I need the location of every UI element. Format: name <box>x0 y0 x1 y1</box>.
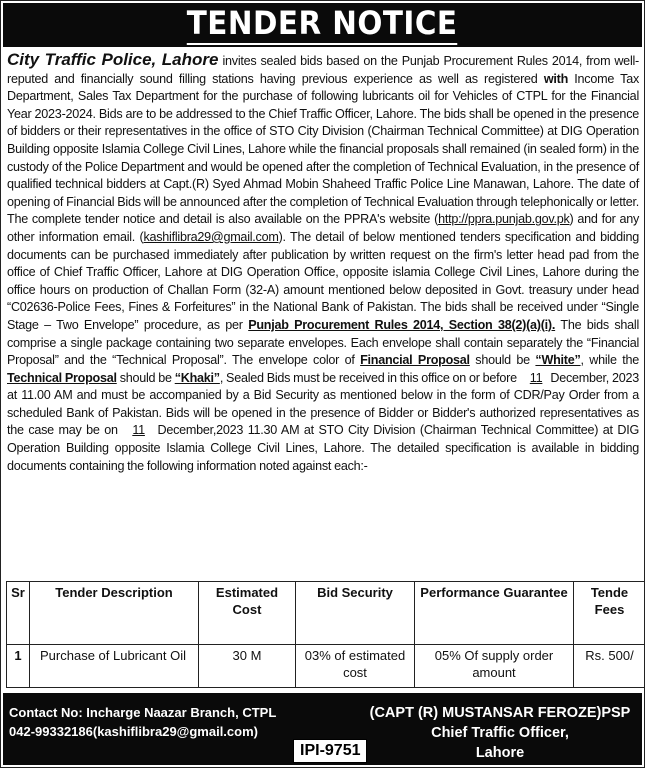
body-text: , Sealed Bids must be received in this office on or before <box>219 370 520 385</box>
body-text: ) and for any other information email. ( <box>7 212 639 244</box>
table-row <box>7 645 645 688</box>
contact-info <box>9 703 276 741</box>
technical-proposal-label: Technical Proposal <box>7 370 117 385</box>
body-text: should be <box>469 353 536 368</box>
page-title: TENDER NOTICE <box>187 3 458 45</box>
submission-date: 11 <box>529 370 543 385</box>
opening-date: 11 <box>132 423 145 438</box>
body-text: The bids shall comprise a single package containing two separate envelopes. Each envelope shall contain separately the “Financial Proposal” and the “Technical Proposal”. The envelope color of <box>7 317 639 368</box>
contact-line: Contact No: Incharge Naazar Branch, CTPL <box>9 705 277 720</box>
col-tender-fees: Tende Fees <box>574 582 645 645</box>
cell-sr: 1 <box>7 645 30 688</box>
tender-table <box>6 581 645 688</box>
signatory <box>358 703 642 763</box>
signatory-name: (CAPT (R) MUSTANSAR FEROZE)PSP <box>369 705 631 721</box>
cell-bid-security: 03% of estimated cost <box>296 645 415 688</box>
signatory-title: Chief Traffic Officer, <box>431 725 569 741</box>
footer <box>3 693 642 765</box>
cell-estimated-cost: 30 M <box>199 645 296 688</box>
table-header-row <box>7 582 645 645</box>
body-text: with <box>543 71 569 86</box>
cell-description: Purchase of Lubricant Oil <box>30 645 199 688</box>
contact-phone-email: 042-99332186(kashiflibra29@gmail.com) <box>9 724 258 739</box>
signatory-place: Lahore <box>475 745 525 761</box>
white-envelope-label: “White” <box>535 353 581 368</box>
col-description: Tender Description <box>30 582 199 645</box>
body-text: should be <box>116 370 175 385</box>
ppra-website-link[interactable]: http://ppra.punjab.gov.pk <box>438 212 570 227</box>
col-performance-guarantee: Performance Guarantee <box>415 582 574 645</box>
body-text: ). The detail of below mentioned tenders specification and bidding documents can be purchased immediately after publication by written request on the firm's letter head pad from the office of Chief Traffic Officer, Lahore at DIG Operation Office, opposite islamia College Civil Lines, Lahore during the office hours on production of Challan Form (32-A) amount mentioned below deposited in Govt. treasury under head “C02636-Police Fees, Fines & Forfeitures” in the National Bank of Pakistan. The bids shall be received under “Single Stage – Two Envelope” procedure, as per <box>7 229 639 332</box>
col-sr: Sr <box>7 582 30 645</box>
body-text: December, 2023 at 11.00 AM and must be accompanied by a Bid Security as mentioned below in the form of CDR/Pay Order from a scheduled Bank of Pakistan. Bids will be opened in the presence of Bidder or Bidder's authorized representatives as the case may be on <box>7 370 639 438</box>
header-banner <box>3 3 642 47</box>
col-estimated-cost: Estimated Cost <box>199 582 296 645</box>
col-bid-security: Bid Security <box>296 582 415 645</box>
financial-proposal-label: Financial Proposal <box>360 353 470 368</box>
khaki-envelope-label: “Khaki” <box>174 370 220 385</box>
issuer-name: City Traffic Police, Lahore <box>7 50 219 69</box>
cell-tender-fees: Rs. 500/ <box>574 645 645 688</box>
body-text: Income Tax Department, Sales Tax Department for the purchase of following lubricants oil for Vehicles of CTPL for the Financial Year 2023-2024. Bids are to be addressed to the Chief Traffic Officer, Lahore. The bids shall be opened in the presence of bidders or their representatives in the office of STO City Division (Chairman Technical Committee) at DIG Operation Building opposite Islamia College Civil Lines, Lahore while the financial proposals shall remained (in sealed form) in the custody of the Police Department and would be opened after the completion of Technical Evaluation, in the presence of qualified technical bidders at Capt.(R) Syed Ahmad Mobin Shaheed Traffic Police Line Manawan, Lahore. The date of opening of Financial Bids will be announced after the completion of Technical Evaluation through telephonically or letter. The complete tender notice and detail is also available on the PPRA's website ( <box>7 71 639 227</box>
notice-body <box>7 51 639 475</box>
body-text: invites sealed bids based on the Punjab Procurement Rules 2014, from well-reputed and financially sound filling stations having previous experience as well as registered <box>7 54 639 86</box>
cell-performance-guarantee: 05% Of supply order amount <box>415 645 574 688</box>
email-link[interactable]: kashiflibra29@gmail.com <box>143 229 279 244</box>
body-text: December,2023 11.30 AM at STO City Division (Chairman Technical Committee) at DIG Operation Building opposite Islamia College Civil Lines, Lahore. The detailed specification is available in bidding documents containing the following information noted against each:- <box>7 423 639 473</box>
rules-reference: Punjab Procurement Rules 2014, Section 38(2)(a)(i). <box>248 317 556 332</box>
ipi-number-badge: IPI-9751 <box>293 739 367 763</box>
body-text: , while the <box>580 353 639 368</box>
